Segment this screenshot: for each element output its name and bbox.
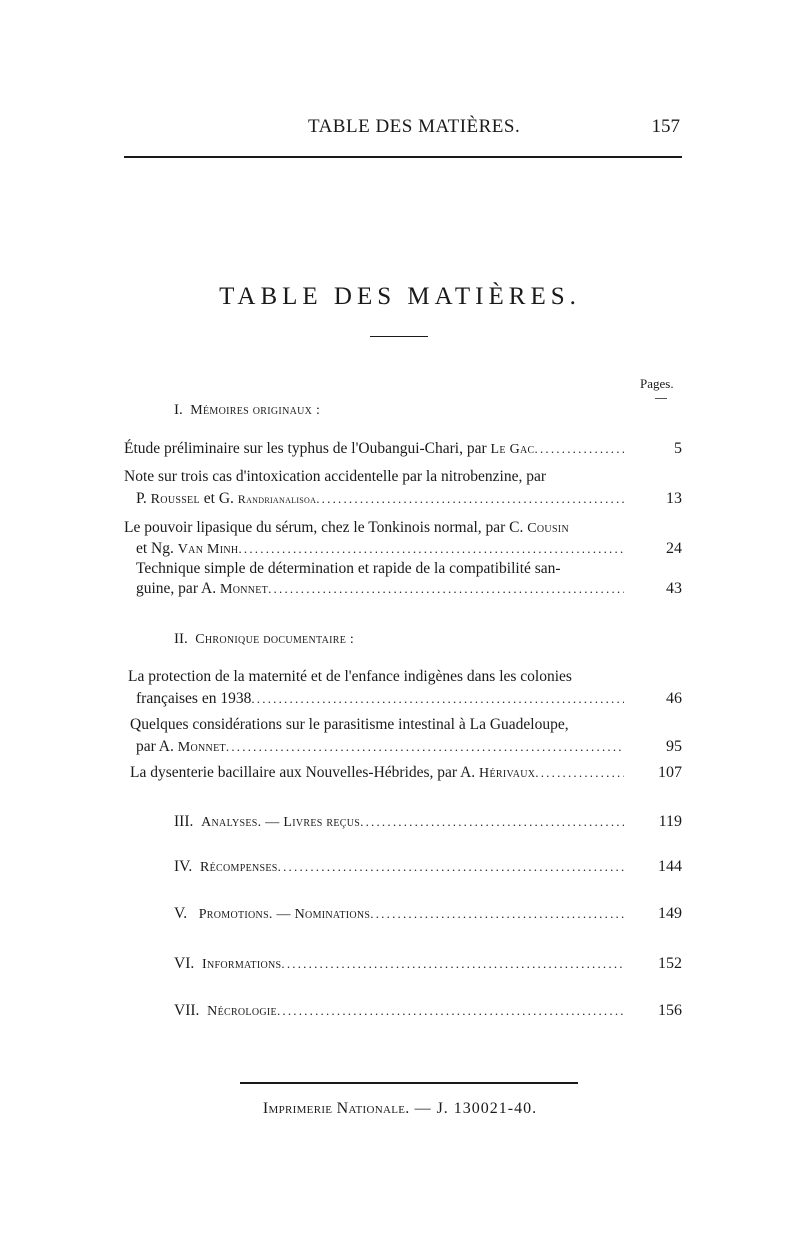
entry-text: Étude préliminaire sur les typhus de l'Oubangui-Chari, par Le Gac: [124, 440, 535, 457]
toc-entry-3-line1: Le pouvoir lipasique du sérum, chez le Tonkinois normal, par C. Cousin: [124, 519, 569, 536]
section-page-number: 156: [658, 1002, 682, 1019]
dot-leader: [316, 491, 624, 507]
section-page-number: 119: [658, 813, 682, 830]
toc-entry-5[interactable]: [136, 690, 624, 708]
entry-text: et Ng. Van Minh: [136, 540, 239, 557]
dot-leader: [535, 765, 624, 781]
section-heading-4[interactable]: [174, 858, 624, 876]
dot-leader: [281, 956, 624, 972]
section-heading-3[interactable]: [174, 813, 624, 831]
section-heading-5[interactable]: [174, 905, 624, 923]
entry-author: Monnet: [177, 740, 226, 755]
printer-imprint: Imprimerie Nationale. — J. 130021-40.: [262, 1100, 538, 1117]
section-title: Nécrologie: [207, 1004, 277, 1019]
running-head-page-number: 157: [651, 116, 680, 137]
entry-author: Van Minh: [177, 542, 239, 557]
pages-column-label: Pages.: [640, 376, 674, 391]
entry-author: Roussel: [150, 492, 200, 507]
section-heading-1: [174, 402, 320, 419]
print-code: J. 130021-40.: [436, 1100, 538, 1117]
section-number: II.: [174, 631, 188, 647]
entry-author: Cousin: [527, 521, 569, 536]
dot-leader: [238, 541, 624, 557]
section-page-number: 152: [658, 955, 682, 972]
section-number: V.: [174, 905, 188, 922]
entry-page-number: 13: [666, 490, 682, 507]
dot-leader: [226, 739, 624, 755]
dot-leader: [277, 1003, 624, 1019]
entry-author: Monnet: [219, 582, 269, 597]
section-title: Informations: [201, 957, 282, 972]
running-head-title: TABLE DES MATIÈRES.: [308, 116, 521, 137]
entry-author: Hérivaux: [479, 766, 536, 781]
toc-entry-2-line1: Note sur trois cas d'intoxication accidentelle par la nitrobenzine, par: [124, 468, 546, 485]
section-page-number: 144: [658, 858, 682, 875]
section-page-number: 149: [658, 905, 682, 922]
section-number: III.: [174, 813, 194, 830]
title-divider: [370, 336, 428, 337]
dot-leader: [535, 441, 625, 457]
footer-rule: [240, 1082, 578, 1084]
section-title: Chronique documentaire :: [195, 632, 355, 647]
dot-leader: [370, 906, 624, 922]
dot-leader: [360, 814, 624, 830]
section-title: Récompenses: [199, 860, 278, 875]
dot-leader: [251, 691, 624, 707]
toc-entry-4[interactable]: [136, 580, 624, 598]
entry-page-number: 95: [666, 738, 682, 755]
page-title: TABLE DES MATIÈRES.: [219, 283, 581, 310]
running-head: [124, 116, 682, 142]
section-number: IV.: [174, 858, 193, 875]
section-number: VI.: [174, 955, 195, 972]
toc-entry-4-line1: Technique simple de détermination et rapide de la compatibilité san-: [136, 560, 561, 577]
section-heading-2: [174, 631, 354, 648]
section-heading-6[interactable]: [174, 955, 624, 973]
entry-page-number: 24: [666, 540, 682, 557]
toc-entry-3[interactable]: [136, 540, 624, 558]
entry-text: guine, par A. Monnet: [136, 580, 269, 597]
toc-entry-2[interactable]: [136, 490, 624, 508]
section-heading-7[interactable]: [174, 1002, 624, 1020]
pages-label-divider: [655, 398, 667, 399]
entry-author: Le Gac: [490, 442, 535, 457]
entry-text: P. Roussel et G. Randrianalisoa: [136, 490, 317, 507]
section-title: Promotions. — Nominations: [198, 907, 371, 922]
section-number: I.: [174, 402, 183, 418]
toc-entry-7[interactable]: [130, 764, 624, 782]
section-title: Mémoires originaux :: [190, 403, 321, 418]
toc-entry-6-line1: Quelques considérations sur le parasitisme intestinal à La Guadeloupe,: [130, 716, 569, 733]
section-number: VII.: [174, 1002, 200, 1019]
section-title: Analyses. — Livres reçus: [201, 815, 361, 830]
entry-page-number: 107: [658, 764, 682, 781]
toc-entry-6[interactable]: [136, 738, 624, 756]
toc-entry-1[interactable]: [124, 440, 624, 458]
entry-text: par A. Monnet: [136, 738, 226, 755]
entry-text: françaises en 1938: [136, 690, 252, 707]
header-rule: [124, 156, 682, 158]
dot-leader: [268, 581, 624, 597]
printer-name: Imprimerie Nationale.: [262, 1100, 410, 1117]
toc-entry-5-line1: La protection de la maternité et de l'enfance indigènes dans les colonies: [128, 668, 572, 685]
entry-page-number: 43: [666, 580, 682, 597]
entry-page-number: 46: [666, 690, 682, 707]
dot-leader: [278, 859, 624, 875]
entry-author: Randrianalisoa: [237, 492, 317, 506]
entry-text: La dysenterie bacillaire aux Nouvelles-Hébrides, par A. Hérivaux: [130, 764, 536, 781]
entry-page-number: 5: [674, 440, 682, 457]
